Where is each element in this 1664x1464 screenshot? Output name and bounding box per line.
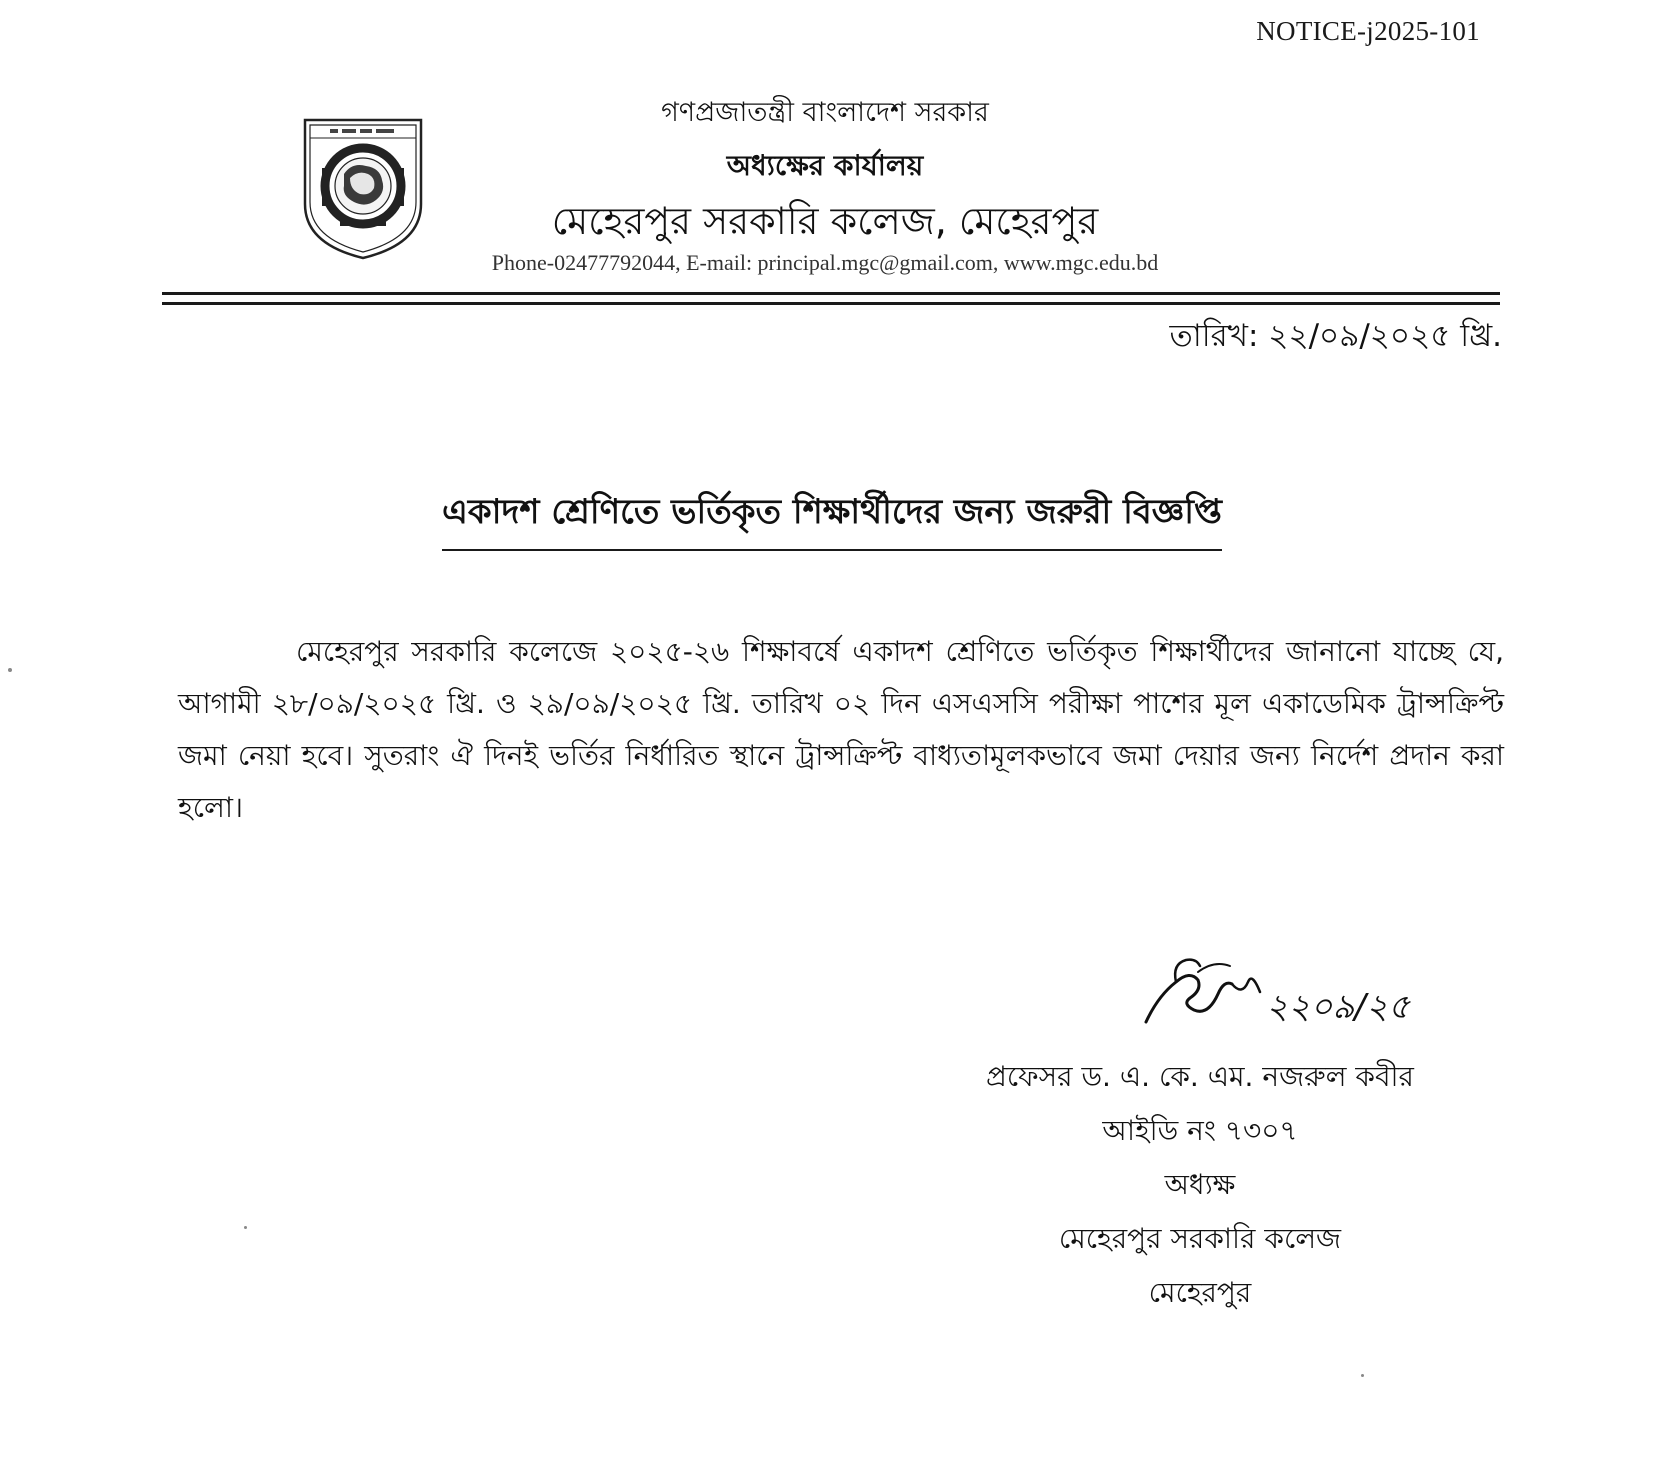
government-name: গণপ্রজাতন্ত্রী বাংলাদেশ সরকার	[661, 97, 989, 128]
principal-id: আইডি নং ৭৩০৭	[1102, 1114, 1298, 1147]
header-divider-top	[162, 292, 1500, 295]
signature-date: ২২০৯/২৫	[1266, 987, 1411, 1027]
scan-speck	[8, 668, 12, 672]
signature-block	[920, 1050, 1480, 1320]
contact-info: Phone-02477792044, E-mail: principal.mgc@gmail.com, www.mgc.edu.bd	[491, 250, 1159, 275]
notice-id: NOTICE-j2025-101	[1256, 16, 1480, 46]
signature-college: মেহেরপুর সরকারি কলেজ	[1058, 1222, 1342, 1255]
notice-date: তারিখ: ২২/০৯/২০২৫ খ্রি.	[1169, 318, 1502, 354]
scan-speck	[244, 1226, 247, 1229]
notice-body: মেহেরপুর সরকারি কলেজে ২০২৫-২৬ শিক্ষাবর্ষে একাদশ শ্রেণিতে ভর্তিকৃত শিক্ষার্থীদের জানানো যাচ্ছে যে, আগামী ২৮/০৯/২০২৫ খ্রি. ও ২৯/০৯/২০২৫ খ্রি. তারিখ ০২ দিন এসএসসি পরীক্ষা পাশের মূল একাডেমিক ট্রান্সক্রিপ্ট জমা নেয়া হবে। সুতরাং ঐ দিনই ভর্তির নির্ধারিত স্থানে ট্রান্সক্রিপ্ট বাধ্যতামূলকভাবে জমা দেয়ার জন্য নির্দেশ প্রদান করা হলো।	[178, 635, 1504, 824]
principal-designation: অধ্যক্ষ	[1164, 1168, 1236, 1201]
college-name: মেহেরপুর সরকারি কলেজ, মেহেরপুর	[551, 199, 1099, 243]
notice-title: একাদশ শ্রেণিতে ভর্তিকৃত শিক্ষার্থীদের জন্য জরুরী বিজ্ঞপ্তি	[442, 486, 1222, 551]
principal-signature	[1138, 952, 1458, 1044]
office-name: অধ্যক্ষের কার্যালয়	[726, 149, 924, 182]
header-divider-bottom	[162, 302, 1500, 305]
scan-speck	[1361, 1374, 1364, 1377]
notice-title-row	[0, 486, 1664, 551]
signature-district: মেহেরপুর	[1148, 1276, 1252, 1309]
college-logo	[300, 116, 426, 262]
principal-name: প্রফেসর ড. এ. কে. এম. নজরুল কবীর	[986, 1060, 1414, 1093]
